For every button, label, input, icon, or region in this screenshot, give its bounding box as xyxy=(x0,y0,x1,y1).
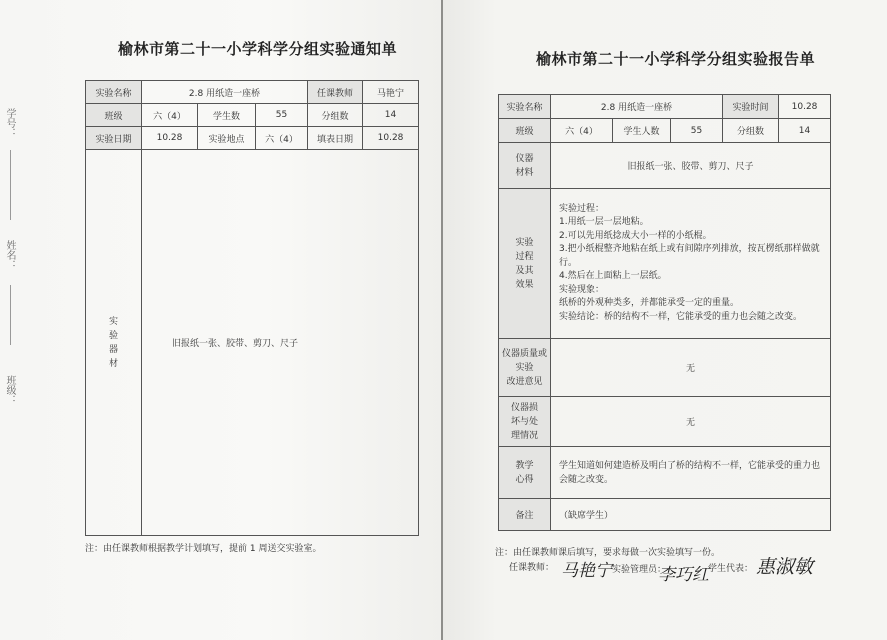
materials-value: 旧报纸一张、胶带、剪刀、尺子 xyxy=(551,143,831,189)
groups-value: 14 xyxy=(363,104,419,127)
reflection-label: 教学 心得 xyxy=(499,447,551,499)
groups-label: 分组数 xyxy=(308,104,363,127)
experiment-name-value: 2.8 用纸造一座桥 xyxy=(551,95,723,119)
class-value: 六（4） xyxy=(551,119,613,143)
students-label: 学生人数 xyxy=(613,119,671,143)
margin-student-no-label: 学号： xyxy=(4,108,15,138)
process-line: 1.用纸一层一层地粘。 xyxy=(559,217,649,228)
place-value: 六（4） xyxy=(256,127,308,150)
equipment-value: 旧报纸一张、胶带、剪刀、尺子 xyxy=(142,150,419,536)
notice-title: 榆林市第二十一小学科学分组实验通知单 xyxy=(118,40,398,58)
process-line: 实验现象： xyxy=(559,284,605,295)
process-line: 纸桥的外观种类多，并都能承受一定的重量。 xyxy=(559,298,740,309)
teacher-sign-label: 任课教师： xyxy=(509,563,555,573)
reflection-value: 学生知道如何建造桥及明白了桥的结构不一样，它能承受的重力也会随之改变。 xyxy=(551,447,831,499)
damage-label: 仪器损 坏与处 理情况 xyxy=(499,397,551,447)
place-label: 实验地点 xyxy=(198,127,256,150)
class-value: 六（4） xyxy=(142,104,198,127)
process-line: 3.把小纸棍整齐地粘在纸上或有间隙序列排放，按瓦楞纸那样做就行。 xyxy=(559,244,820,268)
experiment-name-label: 实验名称 xyxy=(86,81,142,104)
margin-name-label: 姓名： xyxy=(4,240,15,270)
margin-class-label: 班级： xyxy=(4,375,15,405)
manager-sign-label: 实验管理员： xyxy=(612,565,667,575)
class-label: 班级 xyxy=(499,119,551,143)
process-label: 实验 过程 及其 效果 xyxy=(499,189,551,339)
date-label: 实验日期 xyxy=(86,127,142,150)
experiment-name-value: 2.8 用纸造一座桥 xyxy=(142,81,308,104)
groups-label: 分组数 xyxy=(723,119,779,143)
notice-page xyxy=(0,0,441,640)
time-value: 10.28 xyxy=(779,95,831,119)
students-value: 55 xyxy=(671,119,723,143)
students-value: 55 xyxy=(256,104,308,127)
teacher-signature: 马艳宁 xyxy=(561,561,612,581)
quality-value: 无 xyxy=(551,339,831,397)
margin-line xyxy=(10,150,11,220)
report-table xyxy=(498,94,831,531)
report-title: 榆林市第二十一小学科学分组实验报告单 xyxy=(536,50,816,68)
experiment-name-label: 实验名称 xyxy=(499,95,551,119)
time-label: 实验时间 xyxy=(723,95,779,119)
process-line: 4.然后在上面粘上一层纸。 xyxy=(559,271,667,282)
student-signature: 惠淑敏 xyxy=(756,556,814,578)
notice-table xyxy=(85,80,419,536)
equipment-label: 实 验 器 材 xyxy=(86,150,142,536)
fill-date-value: 10.28 xyxy=(363,127,419,150)
process-line: 实验过程： xyxy=(559,203,605,214)
process-line: 实验结论：桥的结构不一样，它能承受的重力也会随之改变。 xyxy=(559,311,803,322)
students-label: 学生数 xyxy=(198,104,256,127)
damage-value: 无 xyxy=(551,397,831,447)
manager-signature: 李巧红 xyxy=(658,565,709,585)
process-line: 2.可以先用纸捻成大小一样的小纸棍。 xyxy=(559,230,712,241)
remarks-label: 备注 xyxy=(499,499,551,531)
teacher-label: 任课教师 xyxy=(308,81,363,104)
materials-label: 仪器 材料 xyxy=(499,143,551,189)
margin-line xyxy=(10,285,11,345)
teacher-value: 马艳宁 xyxy=(363,81,419,104)
fill-date-label: 填表日期 xyxy=(308,127,363,150)
quality-label: 仪器质量或 实验 改进意见 xyxy=(499,339,551,397)
remarks-value: （缺席学生） xyxy=(551,499,831,531)
groups-value: 14 xyxy=(779,119,831,143)
process-value xyxy=(551,189,831,339)
report-page xyxy=(443,0,887,640)
notice-note: 注：由任课教师根据教学计划填写，提前 1 周送交实验室。 xyxy=(85,544,322,554)
report-note: 注：由任课教师课后填写，要求每做一次实验填写一份。 xyxy=(495,548,721,558)
class-label: 班级 xyxy=(86,104,142,127)
date-value: 10.28 xyxy=(142,127,198,150)
student-sign-label: 学生代表： xyxy=(708,564,754,574)
